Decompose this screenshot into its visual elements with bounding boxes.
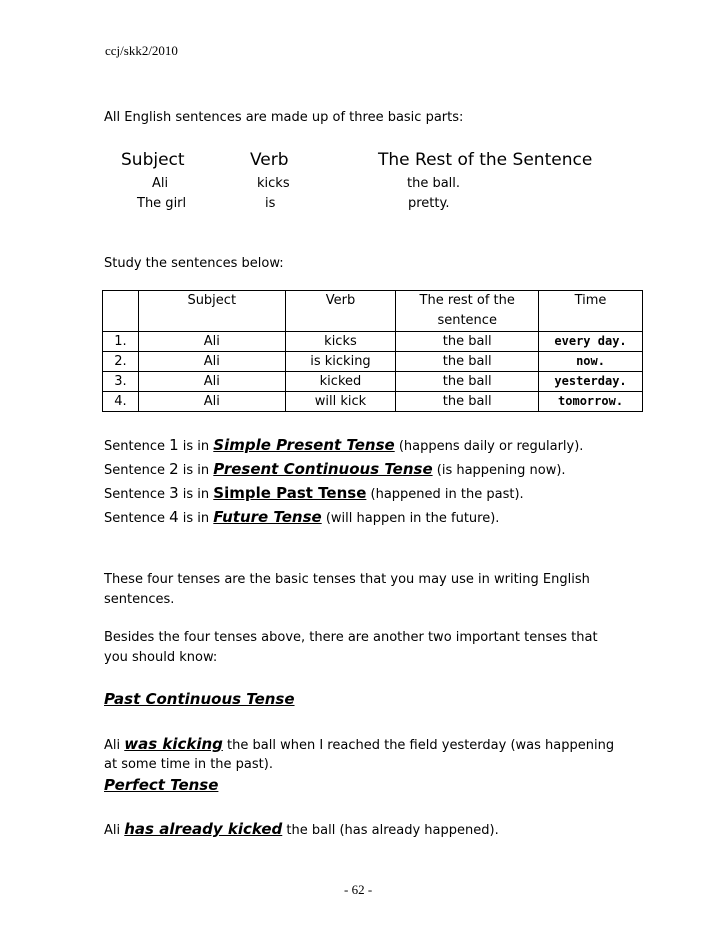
table-cell: the ball [396, 352, 539, 372]
sentence-mid: is in [178, 463, 214, 478]
parts-row1-rest: the ball. [407, 176, 461, 191]
sentence-line-4 [104, 508, 499, 526]
tense-name: Simple Present Tense [213, 436, 395, 454]
perfect-tense-example [104, 820, 499, 838]
perfect-tense-heading: Perfect Tense [104, 776, 219, 794]
table-cell: 1. [103, 332, 139, 352]
parts-row1-subject: Ali [152, 176, 169, 191]
table-header-cell: Verb [285, 291, 396, 332]
sentence-number: 2 [169, 460, 179, 478]
table-header-cell: Subject [138, 291, 285, 332]
table-cell: tomorrow. [539, 392, 643, 412]
sentence-line-2 [104, 460, 566, 478]
parts-row2-rest: pretty. [408, 196, 450, 211]
table-cell: now. [539, 352, 643, 372]
example-rest: the ball (has already happened). [282, 823, 499, 838]
tense-name: Simple Past Tense [213, 484, 367, 502]
table-cell: Ali [138, 332, 285, 352]
table-cell: Ali [138, 372, 285, 392]
sentence-prefix: Sentence [104, 439, 170, 454]
sentence-mid: is in [178, 439, 214, 454]
sentence-note: (happens daily or regularly). [394, 439, 584, 454]
table-cell: will kick [285, 392, 396, 412]
paragraph-1-line-1: These four tenses are the basic tenses that you may use in writing English [104, 572, 590, 587]
tense-name: Future Tense [213, 508, 322, 526]
study-text: Study the sentences below: [104, 256, 284, 271]
sentence-number: 1 [169, 436, 179, 454]
sentence-number: 3 [169, 484, 179, 502]
parts-row1-verb: kicks [257, 176, 290, 191]
table-cell: 4. [103, 392, 139, 412]
sentence-line-3 [104, 484, 524, 502]
table-cell: the ball [396, 392, 539, 412]
table-header-cell [103, 291, 139, 332]
paragraph-2-line-2: you should know: [104, 650, 218, 665]
table-cell: yesterday. [539, 372, 643, 392]
table-cell: is kicking [285, 352, 396, 372]
page-number: - 62 - [344, 882, 373, 897]
paragraph-2-line-1: Besides the four tenses above, there are another two important tenses that [104, 630, 598, 645]
table-cell: every day. [539, 332, 643, 352]
example-subject: Ali [104, 738, 125, 753]
example-subject: Ali [104, 823, 125, 838]
tense-name: Present Continuous Tense [213, 460, 433, 478]
sentence-note: (happened in the past). [366, 487, 524, 502]
table-row [103, 372, 643, 392]
sentence-prefix: Sentence [104, 463, 170, 478]
past-continuous-example-line-1 [104, 735, 614, 753]
table-header-row [103, 291, 643, 332]
sentence-mid: is in [178, 511, 214, 526]
table-cell: 3. [103, 372, 139, 392]
tenses-table [102, 290, 643, 412]
parts-header-rest: The Rest of the Sentence [378, 150, 593, 170]
header-code: ccj/skk2/2010 [105, 43, 178, 58]
sentence-mid: is in [178, 487, 214, 502]
parts-header-verb: Verb [250, 150, 289, 170]
sentence-note: (will happen in the future). [321, 511, 500, 526]
paragraph-1-line-2: sentences. [104, 592, 175, 607]
parts-header-subject: Subject [121, 150, 185, 170]
example-verb: has already kicked [124, 820, 283, 838]
example-verb: was kicking [124, 735, 223, 753]
sentence-prefix: Sentence [104, 487, 170, 502]
table-header-cell: Time [539, 291, 643, 332]
table-cell: kicks [285, 332, 396, 352]
table-row [103, 332, 643, 352]
table-row [103, 392, 643, 412]
sentence-number: 4 [169, 508, 179, 526]
past-continuous-heading: Past Continuous Tense [104, 690, 295, 708]
table-cell: the ball [396, 332, 539, 352]
table-header-cell: The rest of the sentence [396, 291, 539, 332]
table-cell: kicked [285, 372, 396, 392]
example-rest: the ball when I reached the field yesterday (was happening [222, 738, 615, 753]
table-cell: 2. [103, 352, 139, 372]
sentence-line-1 [104, 436, 583, 454]
table-cell: the ball [396, 372, 539, 392]
parts-row2-subject: The girl [137, 196, 187, 211]
intro-text: All English sentences are made up of three basic parts: [104, 110, 464, 125]
table-cell: Ali [138, 352, 285, 372]
table-row [103, 352, 643, 372]
sentence-prefix: Sentence [104, 511, 170, 526]
parts-row2-verb: is [265, 196, 276, 211]
sentence-note: (is happening now). [432, 463, 566, 478]
table-cell: Ali [138, 392, 285, 412]
past-continuous-example-line-2: at some time in the past). [104, 757, 273, 772]
